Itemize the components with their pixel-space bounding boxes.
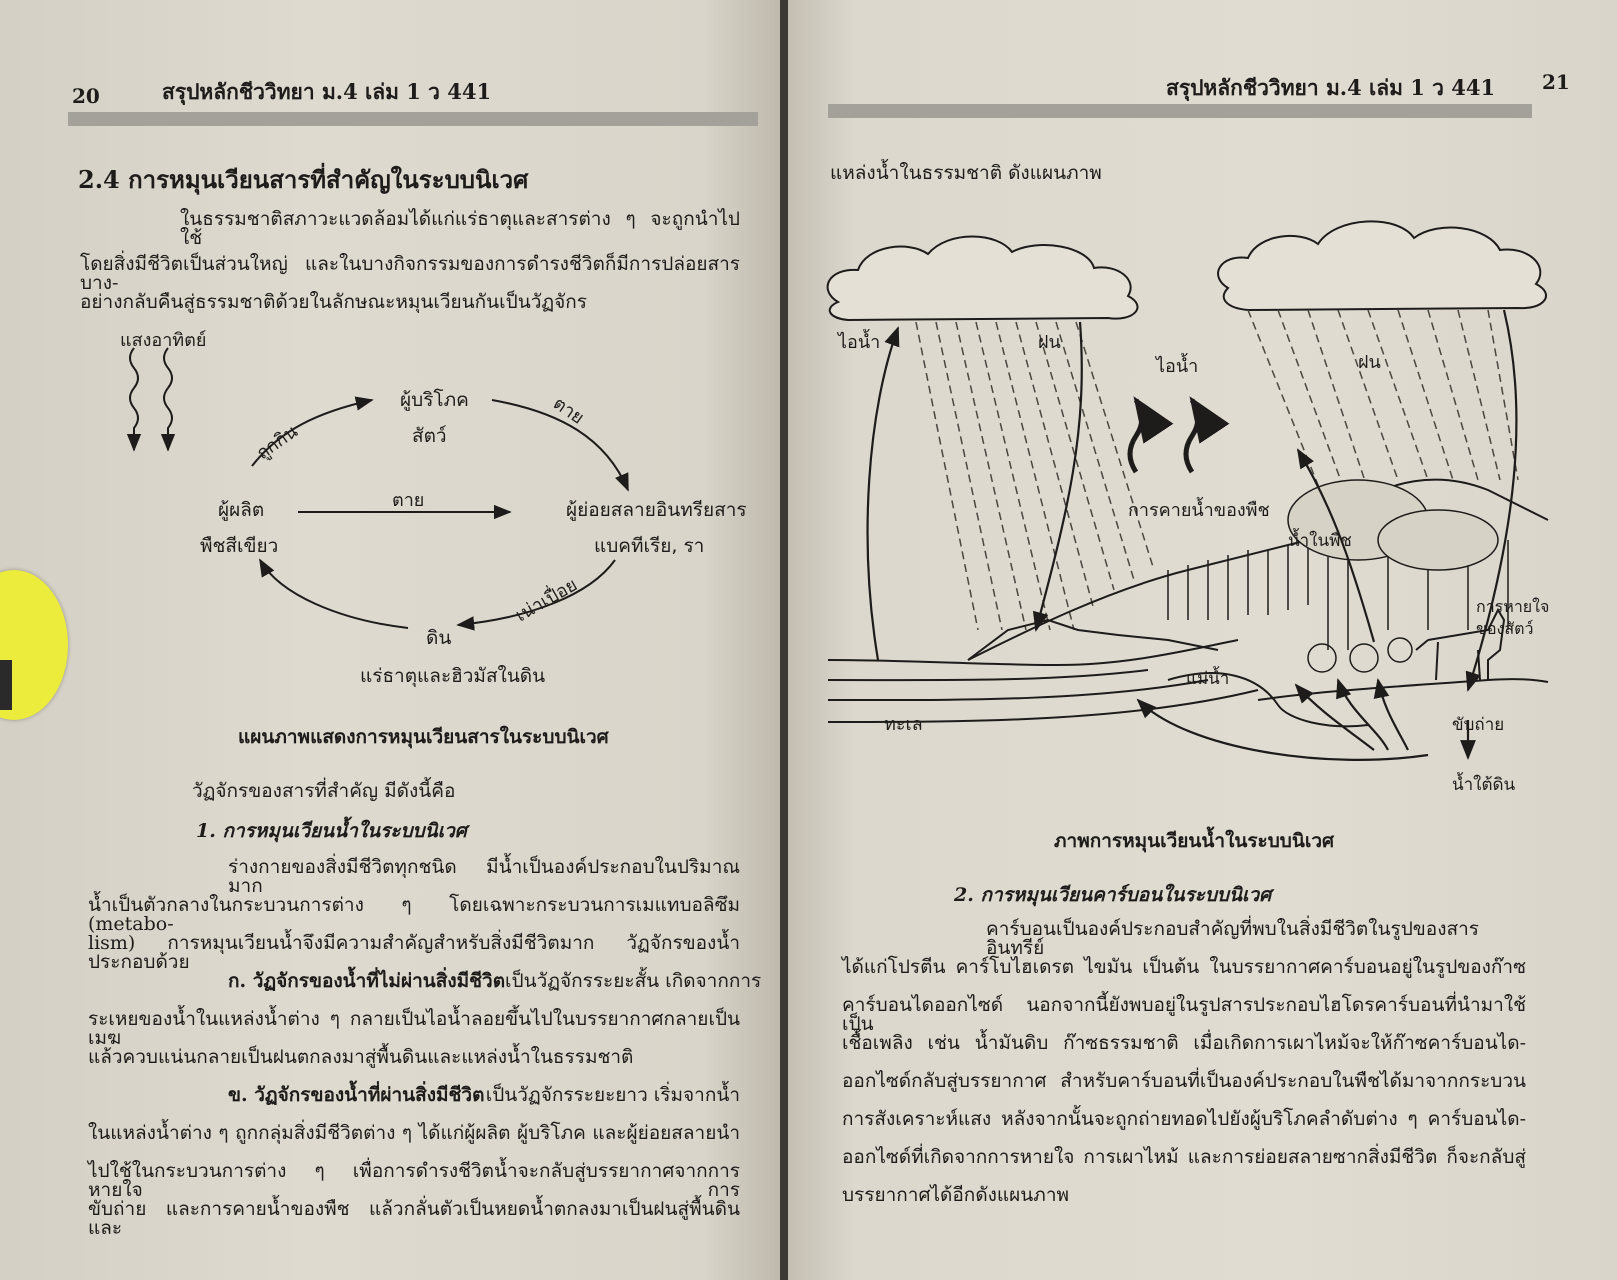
cycle-a-heading: ก. วัฏจักรของน้ำที่ไม่ผ่านสิ่งมีชีวิต: [228, 970, 506, 992]
water-cycle-illustration: [788, 210, 1617, 810]
cloud-right: [1218, 221, 1546, 310]
shore: [828, 640, 1238, 665]
tree-canopy: [1288, 480, 1498, 570]
nutrient-cycle-diagram: [0, 320, 780, 700]
intro-line-3: อย่างกลับคืนสู่ธรรมชาติด้วยในลักษณะหมุนเวียนกันเป็นวัฏจักร: [80, 291, 587, 313]
sea-line-2: [828, 680, 1208, 700]
label-rain-left: ฝน: [1038, 332, 1061, 353]
soil-label: ดิน: [426, 627, 452, 649]
sunlight-label: แสงอาทิตย์: [120, 330, 207, 351]
cycle-b-heading: ข. วัฏจักรของน้ำที่ผ่านสิ่งมีชีวิต: [228, 1084, 485, 1106]
water-line-1: ร่างกายของสิ่งมีชีวิตทุกชนิด มีน้ำเป็นองค์ประกอบในปริมาณมาก: [228, 856, 740, 897]
carbon-line-1: คาร์บอนเป็นองค์ประกอบสำคัญที่พบในสิ่งมีชีวิตในรูปของสารอินทรีย์: [986, 918, 1479, 959]
cycle-a-line: [228, 970, 762, 992]
label-water-in-plants: น้ำในพืช: [1288, 531, 1352, 551]
carbon-line-2: ได้แก่โปรตีน คาร์โบไฮเดรต ไขมัน เป็นต้น ในบรรยากาศคาร์บอนอยู่ในรูปของก๊าซ: [842, 956, 1526, 978]
label-animal-respiration-1: การหายใจ: [1476, 597, 1550, 616]
die-middle-label: ตาย: [392, 490, 425, 511]
arrow-rain-down: [1036, 322, 1082, 630]
soil-sub-label: แร่ธาตุและฮิวมัสในดิน: [360, 665, 546, 687]
running-head: สรุปหลักชีววิทยา ม.4 เล่ม 1 ว 441: [1166, 75, 1496, 100]
cycle-b-text: เป็นวัฏจักรระยะยาว เริ่มจากน้ำ: [485, 1084, 740, 1106]
cycle-b-line: [228, 1086, 740, 1105]
header-rule: [828, 104, 1532, 118]
sea-line-1: [828, 670, 1148, 680]
vapor-arrows: [1130, 400, 1198, 472]
subheading-carbon-cycle: 2. การหมุนเวียนคาร์บอนในระบบนิเวศ: [954, 884, 1272, 906]
left-page: [0, 0, 780, 1280]
right-page: [788, 0, 1617, 1280]
label-river: แม่น้ำ: [1186, 669, 1230, 689]
cloud-left: [828, 237, 1138, 321]
intro-line-2: โดยสิ่งมีชีวิตเป็นส่วนใหญ่ และในบางกิจกรรมของการดำรงชีวิตก็มีการปล่อยสารบาง-: [80, 253, 740, 294]
arrow-root-3: [1378, 680, 1408, 750]
label-vapor-mid: ไอน้ำ: [1156, 356, 1199, 377]
label-sea: ทะเล: [884, 714, 923, 735]
label-groundwater: น้ำใต้ดิน: [1452, 775, 1516, 795]
label-animal-respiration-2: ของสัตว์: [1476, 619, 1534, 638]
water-line-2: น้ำเป็นตัวกลางในกระบวนการต่าง ๆ โดยเฉพาะกระบวนการเมแทบอลิซึม (metabo-: [88, 894, 740, 935]
label-excretion: ขับถ่าย: [1452, 715, 1505, 735]
intro-line-1: ในธรรมชาติสภาวะแวดล้อมได้แก่แร่ธาตุและสารต่าง ๆ จะถูกนำไปใช้: [180, 208, 740, 249]
decomposer-sub-label: แบคทีเรีย, รา: [594, 535, 705, 557]
decomposer-label: ผู้ย่อยสลายอินทรียสาร: [566, 499, 747, 521]
cliff: [968, 620, 1218, 660]
running-head: สรุปหลักชีววิทยา ม.4 เล่ม 1 ว 441: [162, 79, 492, 104]
page-number: 21: [1542, 70, 1570, 94]
carbon-line-4: เชื้อเพลิง เช่น น้ำมันดิบ ก๊าซธรรมชาติ เมื่อเกิดการเผาไหม้จะให้ก๊าซคาร์บอนได-: [842, 1032, 1526, 1054]
carbon-line-8: บรรยากาศได้อีกดังแผนภาพ: [842, 1184, 1070, 1206]
sunlight-ray-2: [164, 348, 172, 450]
tree-roots: [1308, 638, 1412, 672]
consumer-label: ผู้บริโภค: [400, 389, 469, 411]
decay-label: เน่าเปื่อย: [512, 574, 581, 627]
eaten-label: ถูกกิน: [252, 421, 302, 465]
producer-sub-label: พืชสีเขียว: [200, 535, 279, 557]
label-rain-right: ฝน: [1358, 352, 1381, 373]
consumer-sub-label: สัตว์: [412, 425, 447, 447]
producer-label: ผู้ผลิต: [218, 499, 265, 521]
carbon-line-3: คาร์บอนไดออกไซด์ นอกจากนี้ยังพบอยู่ในรูปสารประกอบไฮโดรคาร์บอนที่นำมาใช้เป็น: [842, 994, 1526, 1035]
carbon-line-5: ออกไซด์กลับสู่บรรยากาศ สำหรับคาร์บอนที่เป็นองค์ประกอบในพืชได้มาจากกระบวน: [842, 1070, 1526, 1092]
cycle-a-line-3: แล้วควบแน่นกลายเป็นฝนตกลงมาสู่พื้นดินและแหล่งน้ำในธรรมชาติ: [88, 1046, 634, 1068]
carbon-line-7: ออกไซด์ที่เกิดจากการหายใจ การเผาไหม้ และการย่อยสลายซากสิ่งมีชีวิต ก็จะกลับสู่: [842, 1146, 1526, 1168]
cycle-b-line-3: ไปใช้ในกระบวนการต่าง ๆ เพื่อการดำรงชีวิตน้ำจะกลับสู่บรรยากาศจากการหายใจ การ: [88, 1160, 740, 1201]
arrow-soil-to-producer: [260, 560, 408, 628]
label-vapor-left: ไอน้ำ: [838, 332, 881, 353]
cycle-b-line-2: ในแหล่งน้ำต่าง ๆ ถูกกลุ่มสิ่งมีชีวิตต่าง ๆ ได้แก่ผู้ผลิต ผู้บริโภค และผู้ย่อยสลายนำ: [88, 1122, 740, 1144]
cycle-b-line-4: ขับถ่าย และการคายน้ำของพืช แล้วกลั่นตัวเป็นหยดน้ำตกลงมาเป็นฝนสู่พื้นดินและ: [88, 1198, 740, 1239]
diagram-caption: แผนภาพแสดงการหมุนเวียนสารในระบบนิเวศ: [238, 726, 609, 748]
header-rule: [68, 112, 758, 126]
figure-caption: ภาพการหมุนเวียนน้ำในระบบนิเวศ: [1054, 830, 1335, 852]
carbon-line-6: การสังเคราะห์แสง หลังจากนั้นจะถูกถ่ายทอดไปยังผู้บริโภคลำดับต่าง ๆ คาร์บอนได-: [842, 1108, 1526, 1130]
arrow-sea-to-cloud: [868, 328, 898, 660]
die-top-label: ตาย: [549, 392, 588, 429]
arrow-groundwater-to-sea: [1138, 700, 1428, 760]
subheading-water-cycle: 1. การหมุนเวียนน้ำในระบบนิเวศ: [196, 820, 467, 842]
cycle-a-text: เป็นวัฏจักรระยะสั้น เกิดจากการ: [505, 970, 762, 992]
section-heading: 2.4 การหมุนเวียนสารที่สำคัญในระบบนิเวศ: [78, 165, 529, 194]
cycle-a-line-2: ระเหยของน้ำในแหล่งน้ำต่าง ๆ กลายเป็นไอน้ำลอยขึ้นไปในบรรยากาศกลายเป็นเมฆ: [88, 1008, 740, 1049]
label-transpiration: การคายน้ำของพืช: [1128, 500, 1270, 521]
tab-clip: [0, 660, 12, 710]
sunlight-ray-1: [130, 348, 138, 450]
water-line-3: lism) การหมุนเวียนน้ำจึงมีความสำคัญสำหรับสิ่งมีชีวิตมาก วัฏจักรของน้ำประกอบด้วย: [88, 932, 740, 973]
page-number: 20: [72, 84, 100, 108]
cycles-intro: วัฏจักรของสารที่สำคัญ มีดังนี้คือ: [192, 780, 456, 802]
lead-line: แหล่งน้ำในธรรมชาติ ดังแผนภาพ: [830, 162, 1102, 184]
